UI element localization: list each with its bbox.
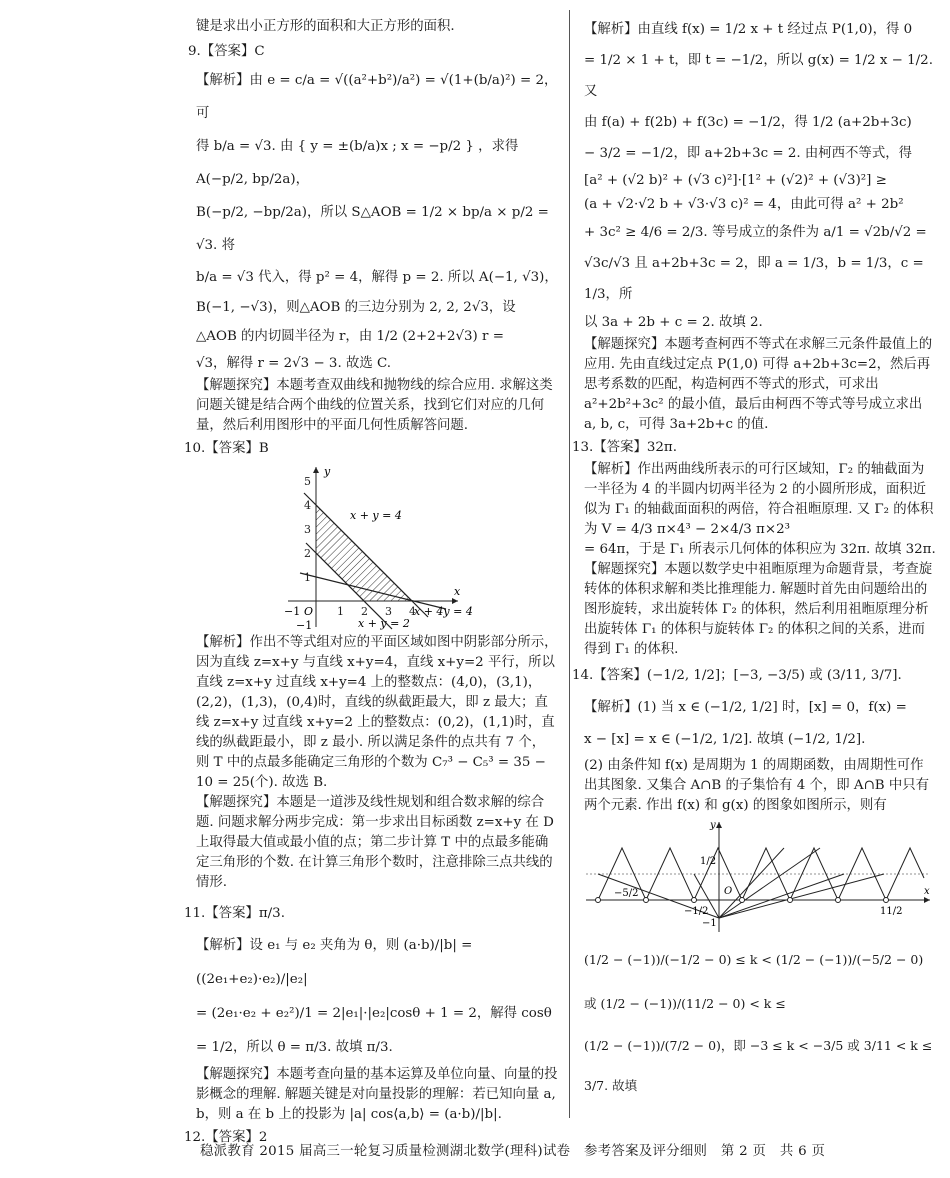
neg-one-label: −1 (702, 918, 717, 929)
q11-solution-line: = (2e₁·e₂ + e₂²)/1 = 2|e₁|·|e₂|cosθ + 1 = 2，解得 cosθ (196, 1006, 552, 1021)
y-ticks (304, 475, 311, 584)
q12-answer: 12.【答案】2 (184, 1130, 268, 1145)
q14-solution-line: x − [x] = x ∈ (−1/2, 1/2]. 故填 (−1/2, 1/2]. (584, 732, 866, 747)
origin-label: O (304, 605, 314, 618)
eleven-half-label: 11/2 (880, 906, 903, 917)
column-divider (569, 10, 570, 1118)
page-footer: 稳派教育 2015 届高三一轮复习质量检测湖北数学(理科)试卷 参考答案及评分细则 第 2 页 共 6 页 (200, 1144, 826, 1159)
q12-solution-line: + 3c² ≥ 4/6 = 2/3. 等号成立的条件为 a/1 = √2b/√2 = (584, 225, 927, 240)
q14-inequality-line: (1/2 − (−1))/(−1/2 − 0) ≤ k < (1/2 − (−1))/(−5/2 − 0) 或 (1/2 − (−1))/(11/2 − 0) < k ≤ (584, 952, 924, 1011)
q11-exploration: 【解题探究】本题考查向量的基本运算及单位向量、向量的投影概念的理解. 解题关键是对向量投影的理解：若已知向量 a, b，则 a 在 b 上的投影为 |a| cos⟨a,b⟩ = (a·b)/|b|. (196, 1067, 558, 1122)
q12-solution-line: √3c/√3 且 a+2b+3c = 2，即 a = 1/3，b = 1/3，c = 1/3，所 (584, 256, 924, 302)
svg-text:4: 4 (409, 605, 416, 618)
q12-solution-line: − 3/2 = −1/2，即 a+2b+3c = 2. 由柯西不等式，得 (584, 146, 912, 161)
linear-programming-figure (196, 463, 558, 631)
q13-exploration: 【解题探究】本题以数学史中祖暅原理为命题背景，考查旋转体的体积求解和类比推理能力. 解题时首先由问题给出的图形旋转，求出旋转体 Γ₂ 的体积，然后利用祖暅原理分析出旋转体 Γ₁ 的体积与旋转体 Γ₂ 的体积之间的关系，进而得到 Γ₁ 的体积. (584, 562, 933, 657)
q10-solution: 【解析】作出不等式组对应的平面区域如图中阴影部分所示，因为直线 z=x+y 与直线 x+y=4，直线 x+y=2 平行，所以直线 z=x+y 过直线 x+y=4 上的整数点：(4,0)，(3,1)，(2,2)，(1,3)，(0,4)时，直线的纵截距最大，即 z 最大；直线 z=x+y 过直线 x+y=2 上的整数点：(0,2)，(1,1)时，直线的纵截距最小，即 z 最小. 所以满足条件的点共有 7 个，则 T 中的点最多能确定三角形的个数为 C₇³ − C₅³ = 35 − 10 = 25(个). 故选 B. (196, 635, 558, 790)
right-column (572, 14, 936, 1106)
label-x-plus-4y-4: x + 4y = 4 (414, 605, 473, 618)
q9-answer: 9.【答案】C (188, 44, 265, 59)
y-axis-label: y (710, 820, 716, 831)
q11-answer: 11.【答案】π/3. (184, 906, 285, 921)
label-x-plus-y-4: x + y = 4 (350, 509, 402, 522)
neg-half-label: −1/2 (684, 906, 709, 917)
q13-answer: 13.【答案】32π. (572, 440, 677, 455)
q9-solution-line: B(−1, −√3)，则△AOB 的三边分别为 2, 2, 2√3，设 (196, 300, 516, 315)
q13-solution-cont: = 64π，于是 Γ₁ 所表示几何体的体积应为 32π. 故填 32π. (584, 542, 936, 557)
g-lines (598, 848, 884, 918)
q10-answer: 10.【答案】B (184, 441, 269, 456)
q11-solution-line: 【解析】设 e₁ 与 e₂ 夹角为 θ，则 (a·b)/|b| = ((2e₁+e₂)·e₂)/|e₂| (196, 938, 473, 987)
half-label: 1/2 (700, 856, 717, 867)
label-x-plus-y-2: x + y = 2 (358, 617, 410, 630)
y-axis-label: y (324, 465, 331, 478)
svg-text:2: 2 (304, 547, 311, 560)
q10-exploration: 【解题探究】本题是一道涉及线性规划和组合数求解的综合题. 问题求解分两步完成：第一步求出目标函数 z=x+y 在 D 上取得最大值或最小值的点；第二步计算 T 中的点最多能确定三角形的个数. 在计算三角形个数时，注意排除三点共线的情形. (196, 795, 554, 890)
q9-solution-line: √3，解得 r = 2√3 − 3. 故选 C. (196, 356, 392, 371)
q12-exploration: 【解题探究】本题考查柯西不等式在求解三元条件最值上的应用. 先由直线过定点 P(1,0) 可得 a+2b+3c=2，然后再思考系数的匹配，构造柯西不等式的形式，可求出 a²+2b²+3c² 的最小值，最后由柯西不等式等号成立求出 a, b, c，可得 3a+2b+c 的值. (584, 337, 933, 432)
q12-solution-line: 以 3a + 2b + c = 2. 故填 2. (584, 315, 763, 330)
periodic-function-figure (584, 818, 936, 936)
q9-exploration: 【解题探究】本题考查双曲线和抛物线的综合应用. 求解这类问题关键是结合两个曲线的位置关系，找到它们对应的几何量，然后利用图形中的平面几何性质解答问题. (196, 378, 553, 433)
q9-solution-line: 【解析】由 e = c/a = √((a²+b²)/a²) = √(1+(b/a)²) = 2，可 (196, 73, 558, 121)
q13-solution: 【解析】作出两曲线所表示的可行区域知，Γ₂ 的轴截面为一半径为 4 的半圆内切两半径为 2 的小圆所形成，面积近似为 Γ₁ 的轴截面面积的两倍，符合祖暅原理. 又 Γ₂ 的体积为 V = 4/3 π×4³ − 2×4/3 π×2³ (584, 462, 934, 537)
q9-solution-line: b/a = √3 代入，得 p² = 4，解得 p = 2. 所以 A(−1, √3)， (196, 270, 558, 285)
svg-text:3: 3 (385, 605, 392, 618)
x-axis-label: x (454, 585, 461, 598)
q14-solution-part2: (2) 由条件知 f(x) 是周期为 1 的周期函数，由周期性可作出其图象. 又集合 A∩B 的子集恰有 4 个，即 A∩B 中只有两个元素. 作出 f(x) 和 g(x) 的图象如图所示，则有 (584, 758, 930, 813)
neg-one-y: −1 (296, 619, 313, 631)
neg-five-half-label: −5/2 (614, 888, 639, 899)
svg-text:3: 3 (304, 523, 311, 536)
q14-solution-line: 【解析】(1) 当 x ∈ (−1/2, 1/2] 时，[x] = 0，f(x) = (584, 700, 907, 715)
q12-solution-line: 由 f(a) + f(2b) + f(3c) = −1/2，得 1/2 (a+2b+3c) (584, 115, 912, 130)
svg-text:5: 5 (304, 475, 311, 488)
q12-solution-line: [a² + (√2 b)² + (√3 c)²]·[1² + (√2)² + (√3)²] ≥ (584, 173, 887, 188)
q14-inequality-line: (1/2 − (−1))/(7/2 − 0)，即 −3 ≤ k < −3/5 或 3/11 < k ≤ 3/7. 故填 (584, 1038, 933, 1093)
svg-text:1: 1 (337, 605, 344, 618)
q12-solution-line: = 1/2 × 1 + t，即 t = −1/2，所以 g(x) = 1/2 x − 1/2. 又 (584, 53, 933, 99)
q9-solution-line: B(−p/2, −bp/2a)，所以 S△AOB = 1/2 × bp/a × p/2 = √3. 将 (196, 205, 549, 253)
q12-solution-line: 【解析】由直线 f(x) = 1/2 x + t 经过点 P(1,0)，得 0 (584, 22, 913, 37)
q11-solution-line: = 1/2，所以 θ = π/3. 故填 π/3. (196, 1040, 393, 1055)
q9-solution-line: 得 b/a = √3. 由 { y = ±(b/a)x ; x = −p/2 } ，求得 A(−p/2, bp/2a)， (196, 139, 519, 187)
q12-solution-line: (a + √2·√2 b + √3·√3 c)² = 4，由此可得 a² + 2b² (584, 197, 904, 212)
text-line: 键是求出小正方形的面积和大正方形的面积. (196, 19, 455, 34)
svg-text:2: 2 (361, 605, 368, 618)
q14-answer: 14.【答案】(−1/2, 1/2]；[−3, −3/5) 或 (3/11, 3/7]. (572, 668, 902, 683)
left-column (184, 14, 558, 1150)
svg-text:4: 4 (304, 499, 311, 512)
origin-label: O (724, 886, 733, 897)
svg-text:1: 1 (304, 571, 311, 584)
neg-one-x: −1 (284, 605, 301, 618)
q9-solution-line: △AOB 的内切圆半径为 r，由 1/2 (2+2+2√3) r = (196, 329, 504, 344)
x-axis-label: x (924, 886, 930, 897)
